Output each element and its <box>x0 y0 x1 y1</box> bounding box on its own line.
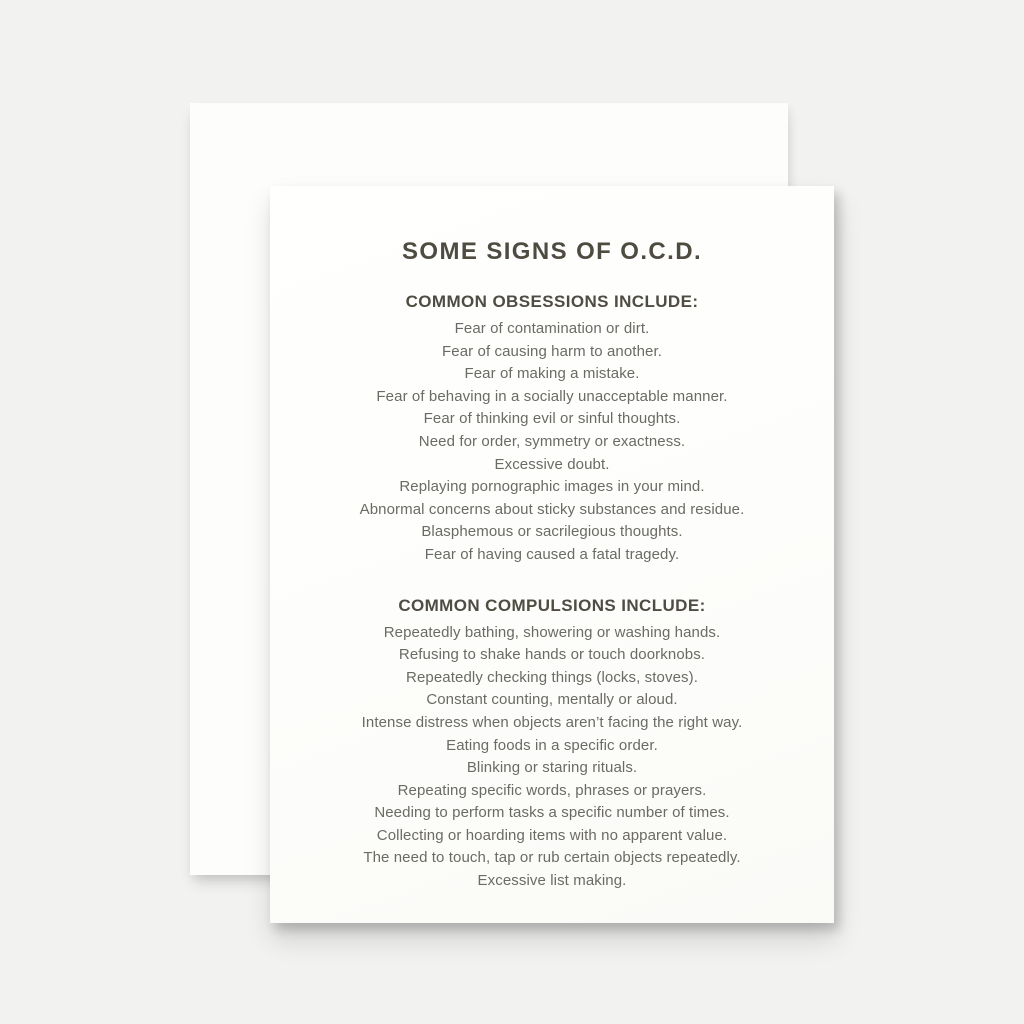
list-item: Refusing to shake hands or touch doorknobs. <box>398 646 706 664</box>
list-item: Fear of behaving in a socially unacceptable manner. <box>376 387 728 405</box>
compulsions-section <box>288 596 816 893</box>
list-item: Fear of thinking evil or sinful thoughts. <box>423 410 681 428</box>
list-item: Blasphemous or sacrilegious thoughts. <box>421 523 683 541</box>
list-item: Fear of having caused a fatal tragedy. <box>424 545 680 563</box>
list-item: Repeatedly checking things (locks, stoves). <box>406 668 698 686</box>
list-item: Intense distress when objects aren’t facing the right way. <box>361 713 743 731</box>
list-item: Fear of causing harm to another. <box>442 342 662 360</box>
list-item: Need for order, symmetry or exactness. <box>418 432 686 450</box>
obsessions-list <box>288 318 816 567</box>
list-item: Excessive list making. <box>477 872 627 890</box>
list-item: Fear of contamination or dirt. <box>454 320 650 337</box>
list-item: Excessive doubt. <box>494 455 610 473</box>
compulsions-heading: COMMON COMPULSIONS INCLUDE: <box>398 595 706 615</box>
obsessions-section <box>288 292 816 567</box>
greeting-card <box>270 186 834 923</box>
list-item: Needing to perform tasks a specific number of times. <box>374 804 730 822</box>
list-item: Blinking or staring rituals. <box>466 759 638 777</box>
list-item: Fear of making a mistake. <box>464 365 640 383</box>
list-item: Replaying pornographic images in your mind. <box>399 478 705 496</box>
list-item: Collecting or hoarding items with no apparent value. <box>376 826 728 844</box>
card-title: SOME SIGNS OF O.C.D. <box>401 238 703 265</box>
list-item: The need to touch, tap or rub certain objects repeatedly. <box>363 849 741 867</box>
list-item: Abnormal concerns about sticky substances and residue. <box>359 500 745 518</box>
list-item: Repeating specific words, phrases or prayers. <box>397 781 707 799</box>
list-item: Eating foods in a specific order. <box>446 736 658 754</box>
compulsions-list <box>288 622 816 893</box>
list-item: Repeatedly bathing, showering or washing hands. <box>383 623 721 641</box>
list-item: Constant counting, mentally or aloud. <box>426 691 678 709</box>
obsessions-heading: COMMON OBSESSIONS INCLUDE: <box>405 292 699 311</box>
